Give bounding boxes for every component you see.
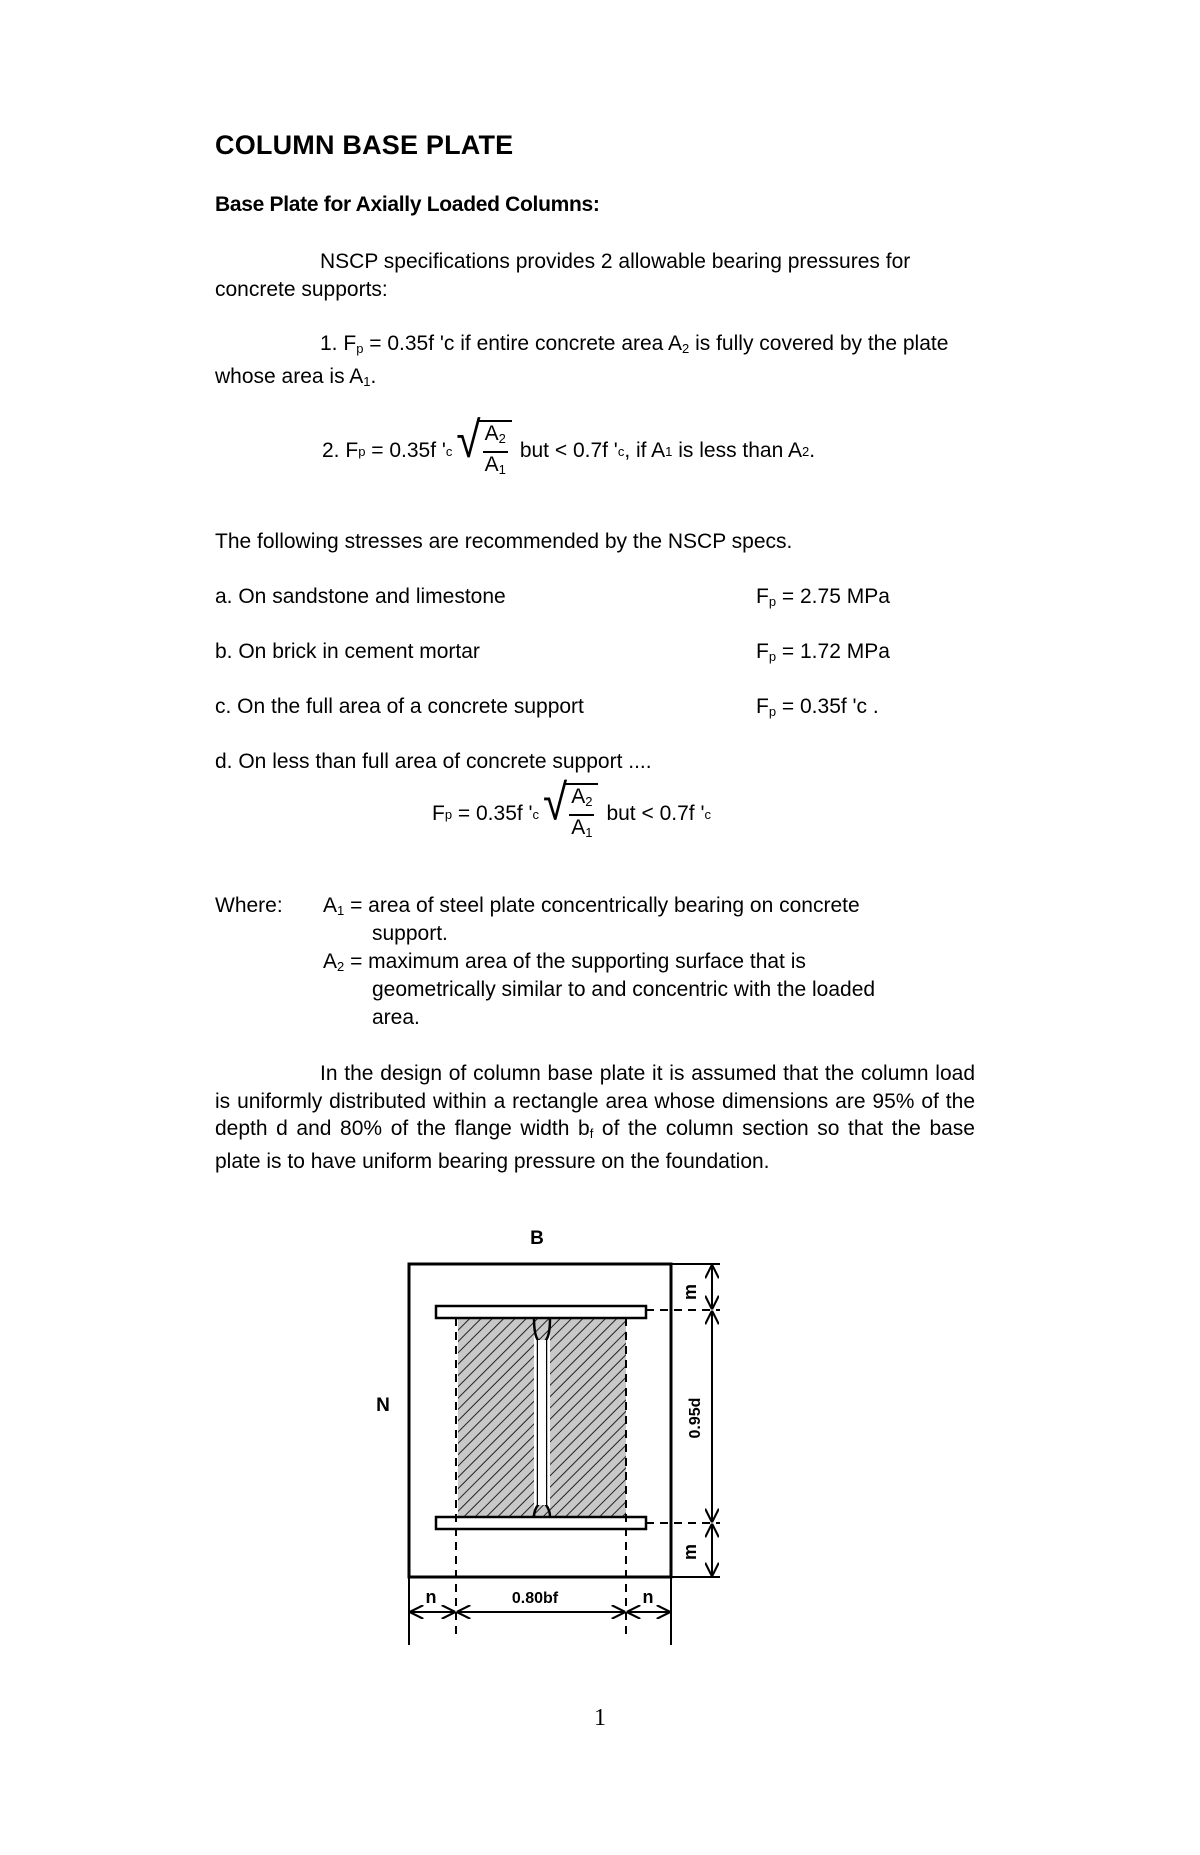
stress-value: $F_p = 0.35f$ 'c . — [756, 695, 879, 719]
where-a2-cont: geometrically similar to and concentric with the loaded — [372, 978, 876, 1001]
label-080bf: 0.80bf — [511, 1590, 559, 1607]
label-n: N — [376, 1395, 390, 1416]
rule-1: 1. $F_p = 0.35f$ 'c if entire concrete area $A_2$ is fully covered by the plate whose area is $A_1$. — [215, 332, 949, 389]
top-flange — [436, 1306, 646, 1318]
label-095d: 0.95d — [687, 1397, 704, 1439]
where-a2: $A_2$ = maximum area of the supporting surface that is — [323, 950, 806, 974]
rule-2-formula: 2. F p = 0.35f ' c √ $\frac{A_2}{A_1}$ but < 0.7f ' c , if A 1 is less than A 2 . — [322, 420, 815, 482]
page-title: COLUMN BASE PLATE — [215, 130, 514, 160]
stress-value: $F_p = 1.72$ MPa — [756, 640, 890, 664]
sqrt-fraction: √ $\frac{A_2}{A_1}$ — [543, 783, 598, 845]
where-a1-cont: support. — [372, 922, 448, 945]
stress-d-label: d. On less than full area of concrete support .... — [215, 750, 652, 773]
page-number: 1 — [594, 1705, 606, 1731]
where-a2-cont2: area. — [372, 1006, 420, 1029]
stress-label: a. On sandstone and limestone — [215, 585, 506, 608]
label-m-bottom: m — [680, 1543, 700, 1561]
stress-value: $F_p = 2.75$ MPa — [756, 585, 890, 609]
web-fill — [538, 1340, 546, 1505]
label-n-right: n — [642, 1587, 654, 1607]
sqrt-fraction: √ $\frac{A_2}{A_1}$ — [456, 420, 511, 482]
sqrt-icon: √ — [456, 411, 481, 469]
stress-label: c. On the full area of a concrete support — [215, 695, 584, 718]
stress-label: b. On brick in cement mortar — [215, 640, 480, 663]
where-a1: $A_1$ = area of steel plate concentrically bearing on concrete — [323, 894, 860, 918]
where-label: Where: — [215, 894, 283, 917]
intro-paragraph: NSCP specifications provides 2 allowable bearing pressures for concrete supports: — [215, 250, 911, 301]
design-paragraph: In the design of column base plate it is assumed that the column load is uniformly distributed within a rectangle area whose dimensions are 95% of the depth d and 80% of the flange width $b_f$ of the column section so that the base plate is to have uniform bearing pressure on the foundation. — [215, 1062, 975, 1173]
bottom-flange — [436, 1517, 646, 1529]
stress-d-formula: F p = 0.35f ' c √ $\frac{A_2}{A_1}$ but < 0.7f ' c — [432, 783, 711, 845]
stresses-intro: The following stresses are recommended by the NSCP specs. — [215, 530, 793, 553]
sqrt-icon: √ — [543, 774, 568, 832]
label-n-left: n — [425, 1587, 437, 1607]
label-m-top: m — [680, 1283, 700, 1301]
label-b: B — [530, 1228, 544, 1249]
section-subtitle: Base Plate for Axially Loaded Columns: — [215, 193, 600, 216]
